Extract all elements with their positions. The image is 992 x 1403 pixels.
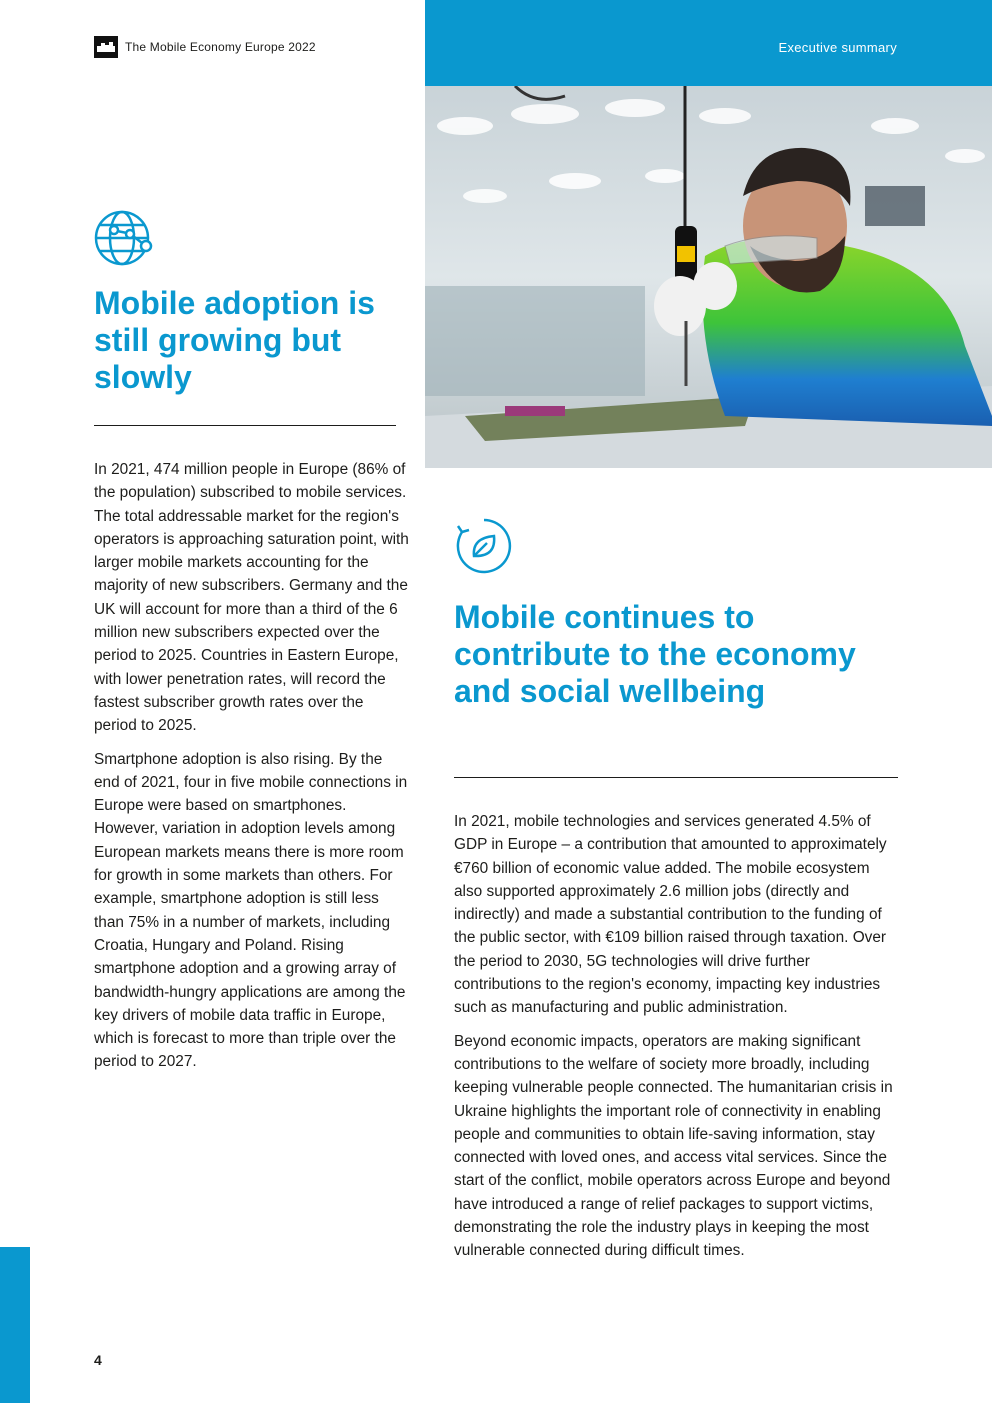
section-label: Executive summary xyxy=(778,40,897,55)
globe-network-icon xyxy=(94,208,154,268)
logo-icon xyxy=(94,36,118,58)
right-body xyxy=(454,810,899,1273)
section-heading-economy: Mobile continues to contribute to the economy and social wellbeing xyxy=(454,599,856,709)
worker-photo xyxy=(425,86,992,468)
left-body xyxy=(94,458,410,1084)
section-heading-adoption: Mobile adoption is still growing but slowly xyxy=(94,285,375,395)
paragraph: In 2021, mobile technologies and services generated 4.5% of GDP in Europe – a contribution that amounted to approximately €760 billion of economic value added. The mobile ecosystem also supported approximately 2.6 million jobs (directly and indirectly) and made a substantial contribution to the funding of the public sector, with €109 billion raised through taxation. Over the period to 2030, 5G technologies will drive further contributions to the region's economy, impacting key industries such as manufacturing and public administration. xyxy=(454,813,887,1017)
divider xyxy=(454,777,898,778)
paragraph: Beyond economic impacts, operators are making significant contributions to the welfare of society more broadly, including keeping vulnerable people connected. The humanitarian crisis in Ukraine highlights the important role of connectivity in enabling people and communities to obtain life-saving information, stay connected with loved ones, and access vital services. Since the start of the conflict, mobile operators across Europe and beyond have introduced a range of relief packages to support victims, demonstrating the role the industry plays in keeping the most vulnerable connected during difficult times. xyxy=(454,1032,893,1260)
side-accent-bar xyxy=(0,1247,30,1403)
page-number: 4 xyxy=(94,1352,102,1368)
paragraph: In 2021, 474 million people in Europe (86% of the population) subscribed to mobile services. The total addressable market for the region's operators is approaching saturation point, with larger mobile markets accounting for the majority of new subscribers. Germany and the UK will account for more than a third of the 6 million new subscribers expected over the period to 2025. Countries in Eastern Europe, with lower penetration rates, will record the fastest subscriber growth rates over the period to 2025. xyxy=(94,461,409,735)
leaf-cycle-icon xyxy=(454,516,514,576)
paragraph: Smartphone adoption is also rising. By the end of 2021, four in five mobile connections in Europe were based on smartphones. However, variation in adoption levels among European markets means there is more room for growth in some markets than others. For example, smartphone adoption is still less than 75% in a number of markets, including Croatia, Hungary and Poland. Rising smartphone adoption and a growing array of bandwidth-hungry applications are among the key drivers of mobile data traffic in Europe, which is forecast to more than triple over the period to 2027. xyxy=(94,750,408,1071)
header-band xyxy=(425,0,992,86)
publication-title: The Mobile Economy Europe 2022 xyxy=(125,40,316,54)
divider xyxy=(94,425,396,426)
